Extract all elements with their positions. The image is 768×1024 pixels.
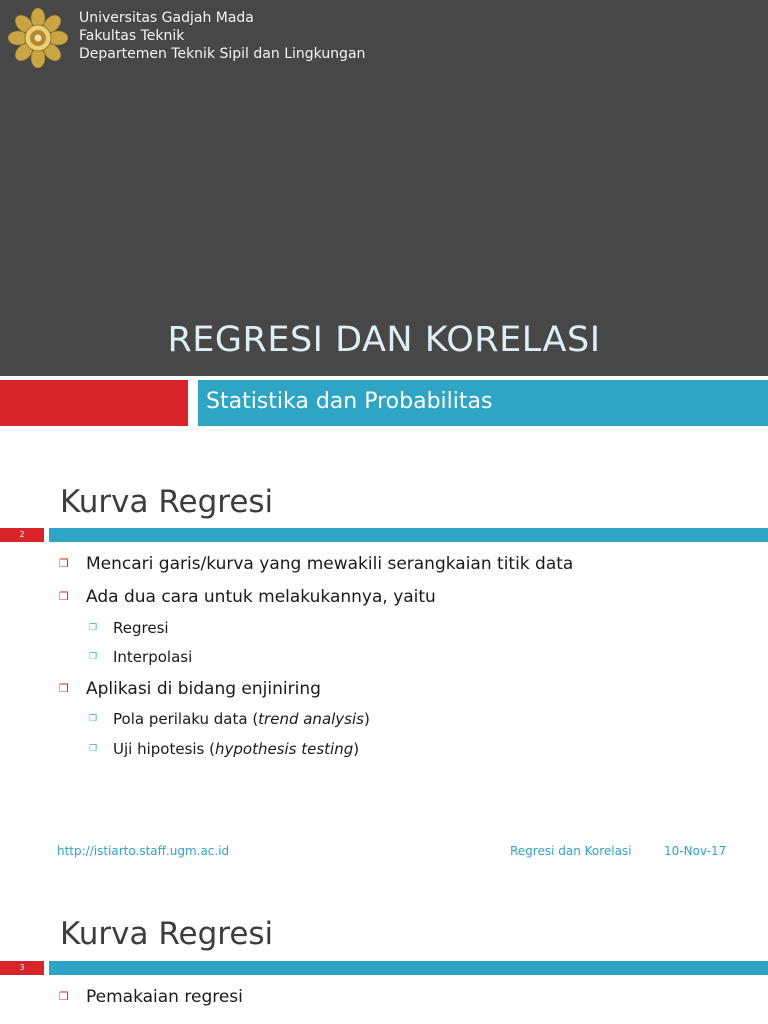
title-header-panel: [0, 0, 768, 376]
bullet-text: Mencari garis/kurva yang mewakili serangkaian titik data: [86, 554, 574, 574]
department-name: Departemen Teknik Sipil dan Lingkungan: [79, 46, 366, 62]
bullet-item: [59, 986, 243, 1008]
footer-date: 10-Nov-17: [664, 844, 727, 858]
bullet-text: Pemakaian regresi: [86, 987, 243, 1007]
square-bullet-icon: ❒: [59, 557, 69, 570]
footer-topic: Regresi dan Korelasi: [510, 844, 632, 858]
presentation-title: REGRESI DAN KORELASI: [167, 320, 601, 360]
university-name: Universitas Gadjah Mada: [79, 10, 254, 26]
slide-2: [0, 440, 768, 880]
square-bullet-icon: ❒: [59, 682, 69, 695]
bullet-text: Ada dua cara untuk melakukannya, yaitu: [86, 587, 436, 607]
square-bullet-icon: ❒: [89, 623, 98, 633]
heading-underline-bar: [49, 528, 768, 542]
footer-url-link[interactable]: http://istiarto.staff.ugm.ac.id: [57, 844, 230, 858]
square-bullet-icon: ❒: [59, 590, 69, 603]
sub-bullet-item: [89, 709, 370, 729]
bullet-emphasis: trend analysis: [258, 710, 364, 728]
square-bullet-icon: ❒: [59, 990, 69, 1003]
sub-bullet-item: [89, 618, 169, 638]
ugm-emblem-icon: [8, 8, 68, 68]
presentation-subtitle: Statistika dan Probabilitas: [206, 389, 493, 414]
heading-underline-bar: [49, 961, 768, 975]
bullet-text: Regresi: [113, 619, 169, 637]
bullet-item: [59, 678, 321, 700]
square-bullet-icon: ❒: [89, 652, 98, 662]
slide-number: 3: [0, 961, 44, 975]
accent-bar-red: [0, 380, 188, 426]
bullet-text-end: ): [353, 740, 360, 758]
slide-3: [0, 886, 768, 1024]
bullet-item: [59, 586, 436, 608]
square-bullet-icon: ❒: [89, 714, 98, 724]
bullet-item: [59, 553, 574, 575]
slide-heading: Kurva Regresi: [60, 916, 274, 952]
sub-bullet-item: [89, 739, 360, 759]
bullet-text: Aplikasi di bidang enjiniring: [86, 679, 321, 699]
slide-number: 2: [0, 528, 44, 542]
bullet-text: Interpolasi: [113, 648, 193, 666]
bullet-text: Uji hipotesis (: [113, 740, 215, 758]
faculty-name: Fakultas Teknik: [79, 28, 185, 44]
sub-bullet-item: [89, 647, 193, 667]
square-bullet-icon: ❒: [89, 744, 98, 754]
institution-block: [79, 9, 365, 63]
bullet-text: Pola perilaku data (: [113, 710, 259, 728]
bullet-text-end: ): [363, 710, 370, 728]
bullet-emphasis: hypothesis testing: [214, 740, 354, 758]
slide-heading: Kurva Regresi: [60, 484, 274, 520]
title-slide: [0, 0, 768, 430]
